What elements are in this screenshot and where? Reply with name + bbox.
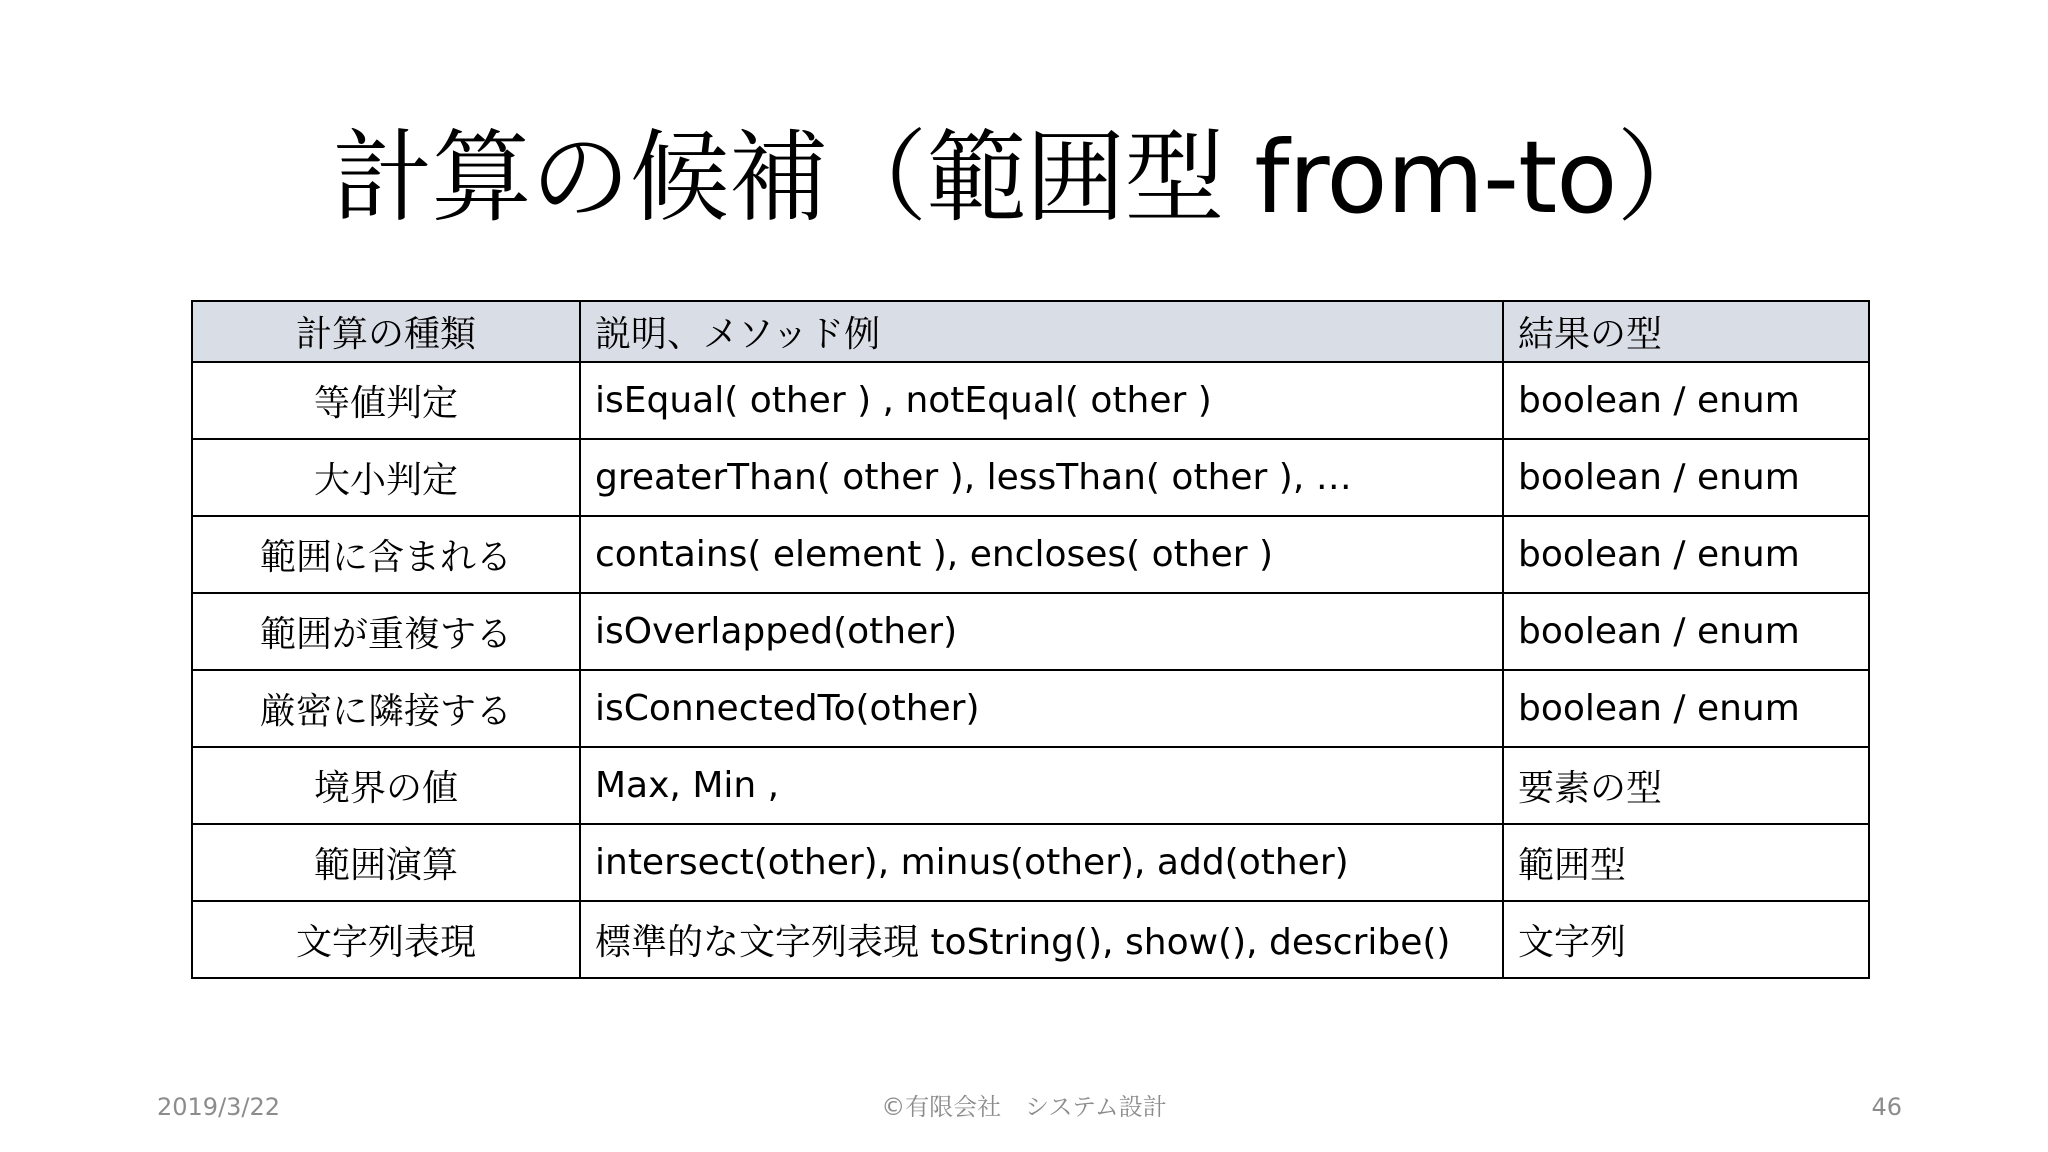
slide-title: 計算の候補（範囲型 from-to）: [332, 119, 1716, 236]
cell-kind: 範囲が重複する: [192, 593, 580, 670]
cell-description: isEqual( other ) , notEqual( other ): [580, 362, 1503, 439]
cell-kind: 等値判定: [192, 362, 580, 439]
cell-result-type: 範囲型: [1503, 824, 1869, 901]
page-number: 46: [1871, 1093, 1902, 1121]
cell-kind: 境界の値: [192, 747, 580, 824]
footer-date: 2019/3/22: [157, 1093, 281, 1121]
cell-result-type: 文字列: [1503, 901, 1869, 978]
cell-kind: 範囲に含まれる: [192, 516, 580, 593]
cell-description: isConnectedTo(other): [580, 670, 1503, 747]
cell-result-type: boolean / enum: [1503, 593, 1869, 670]
header-description: 説明、メソッド例: [580, 301, 1503, 362]
table-row: [192, 901, 1869, 978]
table-header-row: [192, 301, 1869, 362]
cell-kind: 文字列表現: [192, 901, 580, 978]
table-row: [192, 670, 1869, 747]
table-row: [192, 439, 1869, 516]
cell-kind: 厳密に隣接する: [192, 670, 580, 747]
footer-copyright: ©有限会社 システム設計: [881, 1093, 1167, 1121]
cell-result-type: boolean / enum: [1503, 670, 1869, 747]
cell-result-type: boolean / enum: [1503, 439, 1869, 516]
cell-kind: 範囲演算: [192, 824, 580, 901]
cell-description: Max, Min ,: [580, 747, 1503, 824]
table-row: [192, 516, 1869, 593]
table-row: [192, 824, 1869, 901]
cell-description: 標準的な文字列表現 toString(), show(), describe(): [580, 901, 1503, 978]
methods-table: [191, 300, 1870, 979]
header-result-type: 結果の型: [1503, 301, 1869, 362]
cell-result-type: boolean / enum: [1503, 362, 1869, 439]
cell-result-type: 要素の型: [1503, 747, 1869, 824]
header-kind: 計算の種類: [192, 301, 580, 362]
cell-description: isOverlapped(other): [580, 593, 1503, 670]
cell-kind: 大小判定: [192, 439, 580, 516]
cell-result-type: boolean / enum: [1503, 516, 1869, 593]
table-row: [192, 747, 1869, 824]
cell-description: contains( element ), encloses( other ): [580, 516, 1503, 593]
table-row: [192, 593, 1869, 670]
cell-description: greaterThan( other ), lessThan( other ), …: [580, 439, 1503, 516]
table-row: [192, 362, 1869, 439]
cell-description: intersect(other), minus(other), add(other): [580, 824, 1503, 901]
